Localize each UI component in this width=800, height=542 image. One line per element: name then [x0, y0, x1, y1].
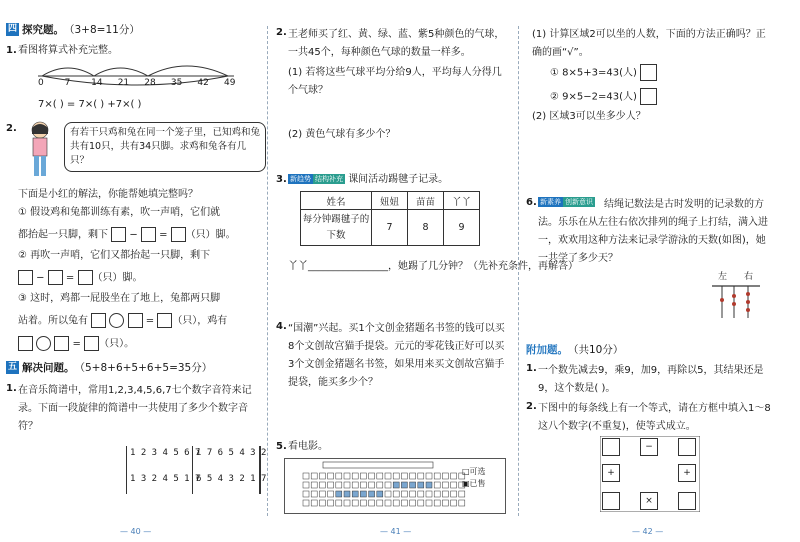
seat	[344, 500, 350, 506]
q2-speech-bubble: 有若干只鸡和兔在同一个笼子里，已知鸡和兔共有10只，共有34只脚。求鸡和兔各有几只？	[64, 122, 266, 172]
step2-line1: ② 再吹一声哨，它们又都抬起一只脚，剩下	[18, 250, 211, 261]
section-title: 探究题。	[22, 24, 64, 36]
seat	[426, 500, 432, 506]
seat	[360, 482, 366, 488]
girl-illustration-icon	[20, 120, 60, 182]
check-box[interactable]	[640, 64, 657, 81]
page-number-value: 42	[642, 527, 653, 536]
seat	[311, 482, 317, 488]
seat	[385, 500, 391, 506]
seat	[393, 473, 399, 479]
seat	[426, 473, 432, 479]
step2-line2: − = （只）脚。	[18, 270, 143, 286]
seat	[328, 473, 334, 479]
q1-text: 看图将算式补充完整。	[18, 45, 118, 56]
seat	[393, 482, 399, 488]
seat	[328, 500, 334, 506]
operator-circle[interactable]	[36, 336, 51, 351]
seat	[426, 482, 432, 488]
seat	[410, 491, 416, 497]
answer-box[interactable]	[48, 270, 63, 285]
q2-sub1: (1) 若将这些气球平均分给9人，平均每人分得几个气球？	[288, 67, 502, 96]
grid-op: −	[640, 438, 658, 456]
screen-bar	[323, 462, 433, 468]
tick-label: 35	[170, 78, 183, 88]
tag-badge: 结构补充	[315, 175, 343, 183]
seat	[418, 491, 424, 497]
grid-box[interactable]	[602, 438, 620, 456]
q3-ask: 丫丫________________，她踢了几分钟？（先补充条件，再解答）	[288, 261, 578, 272]
q1-label: 1.	[6, 45, 17, 56]
seat	[418, 473, 424, 479]
grid-box[interactable]	[678, 492, 696, 510]
table-header: 姓名	[301, 192, 372, 210]
tag-badge: 新趋势	[290, 175, 311, 183]
check-box[interactable]	[640, 88, 657, 105]
seat	[377, 482, 383, 488]
answer-box[interactable]	[171, 227, 186, 242]
seat	[336, 500, 342, 506]
tick-label: 14	[91, 78, 103, 88]
page-40	[0, 0, 267, 542]
seat	[393, 500, 399, 506]
seat	[385, 473, 391, 479]
answer-box[interactable]	[91, 313, 106, 328]
seat	[344, 482, 350, 488]
extra-score: （共10分）	[568, 344, 624, 356]
page-number-value: 40	[130, 527, 141, 536]
seat	[352, 500, 358, 506]
operator-circle[interactable]	[109, 313, 124, 328]
table-cell: 7	[372, 210, 408, 246]
seat	[434, 482, 440, 488]
q2-sub2: (2) 黄色气球有多少个？	[288, 129, 396, 140]
section-score: （3+8=11分）	[64, 24, 140, 36]
seat	[418, 482, 424, 488]
section-4-header	[6, 22, 140, 37]
table-header: 苗苗	[408, 192, 444, 210]
music-row2-b: 6 5 4 3 2 1 7	[196, 474, 267, 484]
seat	[303, 500, 309, 506]
q5-label: 5.	[276, 441, 287, 452]
answer-box[interactable]	[18, 336, 33, 351]
table-row-label: 每分钟踢毽子的下数	[301, 210, 372, 246]
q4-text: “国潮”兴起。买1个文创金猪题名书签的钱可以买8个文创故宫猫手提袋。元元的零花钱正好可以买3个文创金猪题名书签，如果用来买文创故宫猫手提袋，能买多少个？	[288, 323, 505, 388]
answer-box[interactable]	[78, 270, 93, 285]
seat	[360, 473, 366, 479]
seat	[401, 482, 407, 488]
answer-box[interactable]	[84, 336, 99, 351]
seat	[311, 500, 317, 506]
seat	[451, 491, 457, 497]
page-number: — 42 —	[632, 527, 664, 536]
seat	[328, 482, 334, 488]
seat	[369, 473, 375, 479]
page-divider	[518, 26, 519, 516]
page-number-value: 41	[390, 527, 401, 536]
seat	[352, 491, 358, 497]
seat	[434, 473, 440, 479]
section-title: 解决问题。	[22, 362, 75, 374]
step3-text: 站着。所以兔有	[18, 315, 88, 327]
seat	[451, 482, 457, 488]
seat	[459, 500, 465, 506]
answer-box[interactable]	[54, 336, 69, 351]
answer-box[interactable]	[111, 227, 126, 242]
seat	[303, 482, 309, 488]
q5-1-label: 1.	[6, 383, 17, 394]
tick-label: 7	[64, 78, 71, 88]
table-header: 丫丫	[444, 192, 480, 210]
seat	[410, 500, 416, 506]
music-row1-b: i 7 6 5 4 3 2	[196, 448, 267, 458]
music-row1-a: 1 2 3 4 5 6 7	[130, 448, 201, 458]
q6-label: 6.	[526, 197, 537, 208]
q2-label: 2.	[276, 27, 287, 38]
q2-label: 2.	[6, 123, 17, 134]
equation-grid	[600, 436, 700, 512]
section-5-header	[6, 360, 212, 375]
q1-sub2: (2) 区域3可以坐多少人？	[532, 111, 646, 122]
seat	[319, 473, 325, 479]
seat	[319, 491, 325, 497]
music-row2-a: 1 3 2 4 5 1 7	[130, 474, 201, 484]
rope-label-right: 右	[744, 272, 754, 282]
seat	[360, 500, 366, 506]
section-number: 五	[7, 362, 17, 372]
q3-text: 课间活动踢毽子记录。	[348, 174, 449, 185]
step3-line2: 站着。所以兔有 = （只），鸡有	[18, 313, 227, 329]
extra-title: 附加题。	[526, 344, 568, 356]
step1-line1: ① 假设鸡和兔都训练有素，吹一声哨，它们就	[18, 207, 221, 218]
tag-badge: 新素养	[540, 198, 561, 206]
unit-text: （只）。	[99, 338, 135, 350]
section-score: （5+8+6+5+6+5=35分）	[74, 362, 213, 374]
step3-line3: = （只）。	[18, 336, 134, 352]
table-cell: 8	[408, 210, 444, 246]
seat	[344, 473, 350, 479]
seat	[459, 491, 465, 497]
table-cell: 9	[444, 210, 480, 246]
q6-text: 结绳记数法是古时发明的记录数的方法。乐乐在从左往右依次排列的绳子上打结，满入进一，欢欢用这种方法来记录学游泳的天数(如图)，她一共学了多少天？	[538, 199, 768, 264]
seat	[336, 491, 342, 497]
tick-label: 28	[144, 78, 156, 88]
extra-header	[526, 342, 623, 357]
seat	[418, 500, 424, 506]
legend-sold: ▣已售	[462, 479, 486, 488]
tick-label: 42	[197, 78, 209, 88]
q5-1-text: 在音乐简谱中，常用1,2,3,4,5,6,7七个数字音符来记录。下面一段旋律的简谱中一共使用了多少个数字音符？	[18, 385, 252, 432]
seat	[442, 500, 448, 506]
seat	[410, 482, 416, 488]
seat	[442, 473, 448, 479]
e2-text: 下图中的每条线上有一个等式，请在方框中填入1～8这八个数字(不重复)，使等式成立。	[538, 403, 771, 432]
seat	[319, 500, 325, 506]
answer-box[interactable]	[157, 313, 172, 328]
step1-line2: 都抬起一只脚，剩下 − = （只）脚。	[18, 227, 236, 243]
q1-sub1: (1) 计算区域2可以坐的人数，下面的方法正确吗？正确的画“√”。	[532, 29, 766, 58]
seat	[451, 500, 457, 506]
seat	[328, 491, 334, 497]
tick-label: 49	[224, 78, 236, 88]
seat	[434, 500, 440, 506]
option-1	[550, 64, 657, 81]
answer-box[interactable]	[18, 270, 33, 285]
seat	[303, 491, 309, 497]
seat	[442, 482, 448, 488]
section-number: 四	[7, 24, 17, 34]
unit-text: （只）脚。	[185, 229, 236, 241]
seat	[303, 473, 309, 479]
seat	[377, 491, 383, 497]
seat	[369, 500, 375, 506]
page-divider	[267, 26, 268, 516]
kick-record-table	[300, 191, 480, 246]
seat	[377, 500, 383, 506]
option-text: ② 9×5−2=43(人)	[550, 91, 637, 103]
number-line-ticks	[38, 70, 238, 88]
unit-text: （只）脚。	[92, 272, 143, 284]
option-text: ① 8×5+3=43(人)	[550, 67, 637, 79]
e2-label: 2.	[526, 401, 537, 412]
seat	[426, 491, 432, 497]
seat	[336, 482, 342, 488]
seat	[401, 473, 407, 479]
seat	[344, 491, 350, 497]
step1-text: 都抬起一只脚，剩下	[18, 229, 108, 241]
seat	[385, 482, 391, 488]
grid-op: ×	[640, 492, 658, 510]
seat	[451, 473, 457, 479]
seat	[369, 482, 375, 488]
seat	[442, 491, 448, 497]
legend-available: □可选	[462, 467, 486, 476]
seat	[401, 491, 407, 497]
grid-op: +	[602, 464, 620, 482]
page-number: — 41 —	[380, 527, 412, 536]
seat-rows	[303, 473, 465, 506]
answer-box[interactable]	[141, 227, 156, 242]
seat	[393, 491, 399, 497]
seat	[311, 473, 317, 479]
seat	[352, 473, 358, 479]
answer-box[interactable]	[128, 313, 143, 328]
q4-label: 4.	[276, 321, 287, 332]
seat	[401, 500, 407, 506]
page-42	[522, 0, 800, 542]
option-2	[550, 88, 657, 105]
seat	[319, 482, 325, 488]
q1-equation: 7×( ) = 7×( ) +7×( )	[38, 99, 142, 110]
grid-box[interactable]	[678, 438, 696, 456]
solution-intro: 下面是小红的解法，你能帮她填完整吗？	[18, 189, 198, 200]
seat	[369, 491, 375, 497]
grid-op: +	[678, 464, 696, 482]
rope-label-left: 左	[718, 272, 728, 282]
tick-label: 21	[117, 78, 130, 88]
unit-text: （只），鸡有	[172, 315, 228, 327]
q3-label: 3.	[276, 174, 287, 185]
seat	[410, 473, 416, 479]
q2-text: 王老师买了红、黄、绿、蓝、紫5种颜色的气球，一共45个，每种颜色气球的数量一样多。	[288, 29, 505, 58]
step3-line1: ③ 这时，鸡都一屁股坐在了地上，兔都两只脚	[18, 293, 221, 304]
tick-label: 0	[38, 78, 44, 88]
seat	[434, 491, 440, 497]
seat	[336, 473, 342, 479]
e1-text: 一个数先减去9，乘9，加9，再除以5，其结果还是9，这个数是( )。	[538, 365, 764, 394]
q3-header	[288, 173, 448, 187]
e1-label: 1.	[526, 363, 537, 374]
seat	[377, 473, 383, 479]
seat	[385, 491, 391, 497]
q5-text: 看电影。	[288, 441, 328, 452]
knot-rope-figure	[710, 282, 762, 322]
grid-box[interactable]	[602, 492, 620, 510]
page-number: — 40 —	[120, 527, 152, 536]
tag-badge: 创新意识	[565, 198, 593, 206]
seat	[360, 491, 366, 497]
seat	[352, 482, 358, 488]
seat	[311, 491, 317, 497]
table-header: 妞妞	[372, 192, 408, 210]
